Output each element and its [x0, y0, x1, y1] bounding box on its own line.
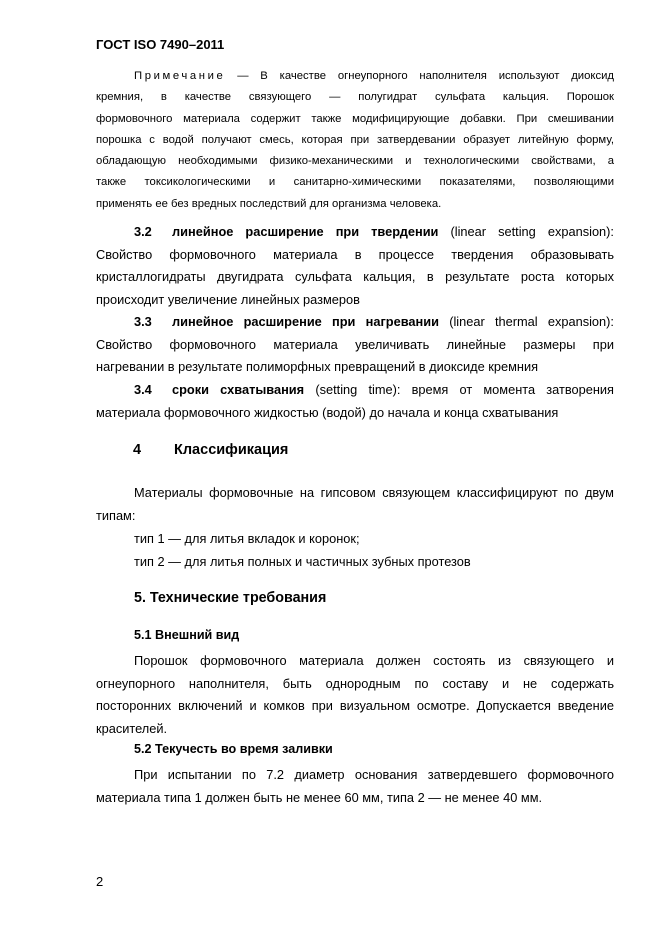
- term-heading: [96, 221, 614, 244]
- term-line: Свойство формовочного материала в процессе твердения образовывать: [96, 246, 614, 262]
- note-line: также токсикологическими и санитарно-химическими показателями, позволяющими: [96, 176, 614, 189]
- note-line: применять ее без вредных последствий для организма человека.: [96, 197, 442, 210]
- term-line: материала формовочного жидкостью (водой) до начала и конца схватывания: [96, 404, 559, 420]
- note-line: порошка с водой получают смесь, которая при затвердевании образует литейную форму,: [96, 133, 614, 146]
- subsection-5-2-heading: 5.2 Текучесть во время заливки: [134, 742, 333, 756]
- term-heading: [96, 311, 614, 334]
- text-line: Порошок формовочного материала должен состоять из связующего и: [134, 653, 614, 668]
- text-line: посторонних включений и комков при визуальном осмотре. Допускается введение: [96, 698, 614, 714]
- intro-line: Материалы формовочные на гипсовом связующем классифицируют по двум: [134, 485, 614, 500]
- term-name: линейное расширение при нагревании: [172, 314, 439, 329]
- term-english: (linear thermal expansion):: [449, 314, 614, 329]
- intro-line: типам:: [96, 507, 136, 523]
- term-name: линейное расширение при твердении: [172, 224, 439, 239]
- term-line: нагревании в результате полиморфных превращений в диоксиде кремния: [96, 359, 539, 375]
- subsection-5-1-heading: 5.1 Внешний вид: [134, 628, 240, 642]
- term-heading: [96, 379, 614, 402]
- standard-code-header: ГОСТ ISO 7490–2011: [96, 37, 225, 52]
- term-number: 3.3: [134, 314, 152, 329]
- classification-intro: [96, 482, 614, 527]
- section-5-heading: 5. Технические требования: [134, 590, 327, 606]
- section-title: Классификация: [174, 442, 289, 458]
- term-3-4: [96, 379, 614, 424]
- note-line: Примечание — В качестве огнеупорного наполнителя используют диоксид: [134, 70, 614, 82]
- term-3-2: [96, 221, 614, 312]
- text-line: огнеупорного наполнителя, быть однородным по составу и не содержать: [96, 675, 614, 691]
- term-name: сроки схватывания: [172, 382, 305, 397]
- term-english: (setting time): время от момента затворения: [315, 382, 614, 397]
- page-number: 2: [96, 874, 104, 889]
- term-line: происходит увеличение линейных размеров: [96, 292, 360, 308]
- text-line: красителей.: [96, 721, 168, 737]
- section-number: 4: [133, 442, 142, 458]
- type-1-item: тип 1 — для литья вкладок и коронок;: [134, 531, 360, 546]
- note-line: кремния, в качестве связующего — полугидрат сульфата кальция. Порошок: [96, 91, 614, 104]
- section-4-heading: [96, 442, 614, 458]
- subsection-5-1-text: [96, 650, 614, 741]
- note-label: Примечание: [134, 70, 226, 82]
- term-3-3: [96, 311, 614, 379]
- type-2-item: тип 2 — для литья полных и частичных зубных протезов: [134, 554, 471, 569]
- note-line: формовочного материала содержит также модифицирующие добавки. При смешивании: [96, 112, 614, 125]
- text-line: материала типа 1 должен быть не менее 60 мм, типа 2 — не менее 40 мм.: [96, 789, 543, 805]
- term-number: 3.2: [134, 224, 152, 239]
- subsection-5-2-text: [96, 764, 614, 809]
- term-number: 3.4: [134, 382, 152, 397]
- term-line: кристаллогидраты двугидрата сульфата кальция, в результате роста которых: [96, 269, 614, 285]
- text-line: При испытании по 7.2 диаметр основания затвердевшего формовочного: [134, 767, 614, 782]
- note-line: обладающую необходимыми физико-механическими и технологическими свойствами, а: [96, 155, 614, 168]
- term-english: (linear setting expansion):: [450, 224, 614, 239]
- note-block: [96, 66, 614, 215]
- term-line: Свойство формовочного материала увеличивать линейные размеры при: [96, 336, 614, 352]
